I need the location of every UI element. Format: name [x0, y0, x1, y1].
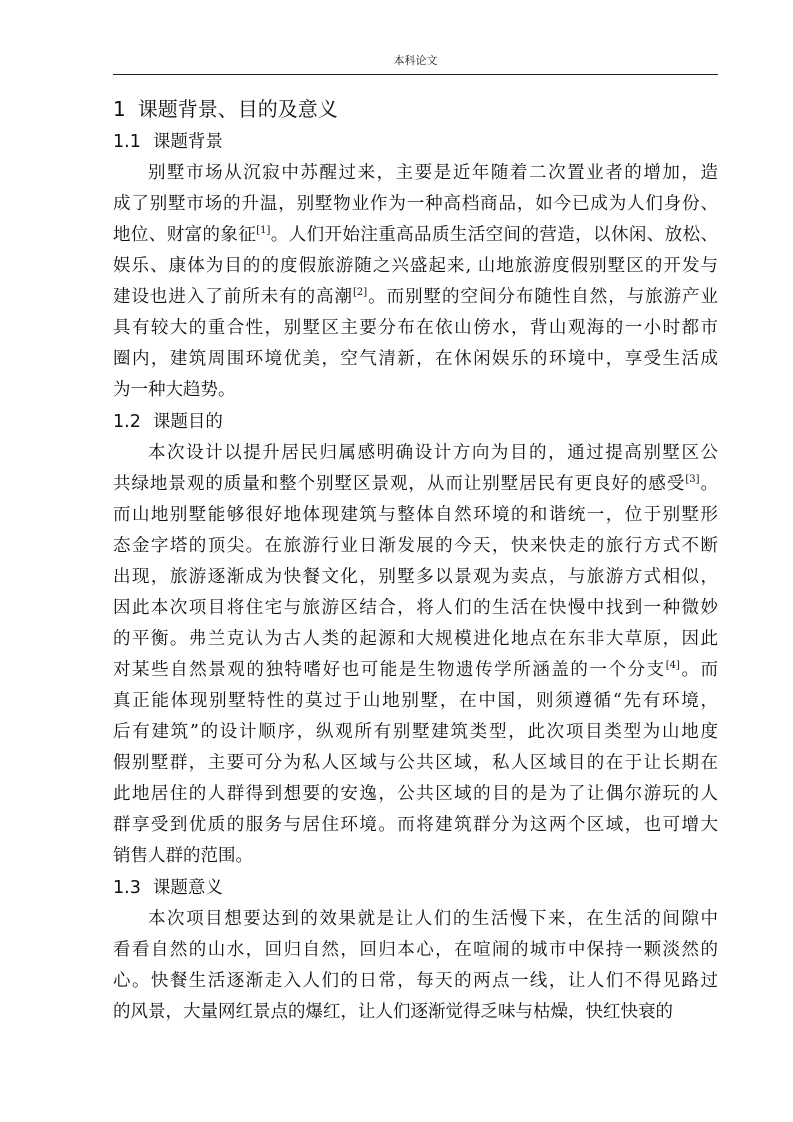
section-title: 课题意义: [152, 878, 223, 898]
text-line: 别墅市场从沉寂中苏醒过来，主要是近年随着二次置业者的增加，造: [148, 163, 718, 183]
text-line: [113, 282, 718, 313]
citation-mark[interactable]: [2]: [353, 287, 368, 298]
text-line: 成了别墅市场的升温，别墅物业作为一种高档商品，如今已成为人们身份、: [113, 194, 718, 214]
section-heading-1-3: [113, 872, 718, 904]
text-line: 的平衡。弗兰克认为古人类的起源和大规模进化地点在东非大草原，因此: [113, 629, 718, 649]
text-line: 群享受到优质的服务与居住环境。而将建筑群分为这两个区域，也可增大: [113, 815, 718, 835]
text-line: 的风景，大量网红景点的爆红，让人们逐渐觉得乏味与枯燥，快红快衰的: [113, 1002, 673, 1022]
citation-mark[interactable]: [3]: [685, 474, 700, 485]
text-run: 建设也进入了前所未有的高潮: [113, 287, 354, 307]
section-title: 课题目的: [152, 412, 223, 432]
section-number: 1.3: [113, 878, 141, 898]
text-line: 态金字塔的顶尖。在旅游行业日渐发展的今天，快来快走的旅行方式不断: [113, 536, 718, 556]
chapter-number: 1: [113, 97, 126, 121]
text-line: [113, 655, 718, 686]
text-line: 具有较大的重合性，别墅区主要分布在依山傍水，背山观海的一小时都市: [113, 318, 718, 338]
section-title: 课题背景: [152, 132, 223, 152]
paragraph-significance: [113, 904, 718, 1028]
text-run: 。而: [679, 660, 719, 680]
page-body: [113, 92, 718, 1028]
chapter-heading: [113, 92, 718, 126]
text-line: 假别墅群，主要可分为私人区域与公共区域，私人区域目的在于让长期在: [113, 753, 718, 773]
text-line: 后有建筑”的设计顺序，纵观所有别墅建筑类型，此次项目类型为山地度: [113, 722, 718, 742]
text-line: 娱乐、康体为目的的度假旅游随之兴盛起来, 山地旅游度假别墅区的开发与: [113, 256, 718, 276]
section-number: 1.2: [113, 412, 141, 432]
paragraph-background: [113, 158, 718, 406]
text-run: 共绿地景观的质量和整个别墅区景观，从而让别墅居民有更良好的感受: [113, 474, 686, 494]
text-line: 真正能体现别墅特性的莫过于山地别墅，在中国，则须遵循“先有环境，: [113, 691, 718, 711]
text-line: 销售人群的范围。: [113, 846, 253, 866]
text-run: 。: [699, 474, 719, 494]
section-number: 1.1: [113, 132, 141, 152]
text-line: [113, 220, 718, 251]
text-line: 因此本次项目将住宅与旅游区结合，将人们的生活在快慢中找到一种微妙: [113, 598, 718, 618]
paragraph-purpose: [113, 438, 718, 872]
text-run: 。人们开始注重高品质生活空间的营造，以休闲、放松、: [270, 225, 719, 245]
text-run: 地位、财富的象征: [113, 225, 257, 245]
text-line: 出现，旅游逐渐成为快餐文化，别墅多以景观为卖点，与旅游方式相似，: [113, 567, 718, 587]
text-line: 看看自然的山水，回归自然，回归本心，在喧闹的城市中保持一颗淡然的: [113, 940, 718, 960]
chapter-title: 课题背景、目的及意义: [137, 97, 338, 121]
text-line: 心。快餐生活逐渐走入人们的日常，每天的两点一线，让人们不得见路过: [113, 971, 718, 991]
text-line: [113, 469, 718, 500]
section-heading-1-1: [113, 126, 718, 158]
citation-mark[interactable]: [4]: [665, 660, 680, 671]
text-run: 。而别墅的空间分布随性自然，与旅游产业: [367, 287, 719, 307]
text-line: 为一种大趋势。: [113, 380, 236, 400]
text-line: 而山地别墅能够很好地体现建筑与整体自然环境的和谐统一，位于别墅形: [113, 505, 718, 525]
text-line: 此地居住的人群得到想要的安逸，公共区域的目的是为了让偶尔游玩的人: [113, 784, 718, 804]
text-run: 对某些自然景观的独特嗜好也可能是生物遗传学所涵盖的一个分支: [113, 660, 666, 680]
citation-mark[interactable]: [1]: [256, 225, 271, 236]
text-line: 本次设计以提升居民归属感明确设计方向为目的，通过提高别墅区公: [148, 443, 718, 463]
section-heading-1-2: [113, 406, 718, 438]
running-header: 本科论文: [393, 54, 438, 67]
header-rule: [113, 74, 718, 75]
text-line: 圈内，建筑周围环境优美，空气清新，在休闲娱乐的环境中，享受生活成: [113, 349, 718, 369]
text-line: 本次项目想要达到的效果就是让人们的生活慢下来，在生活的间隙中: [148, 909, 718, 929]
